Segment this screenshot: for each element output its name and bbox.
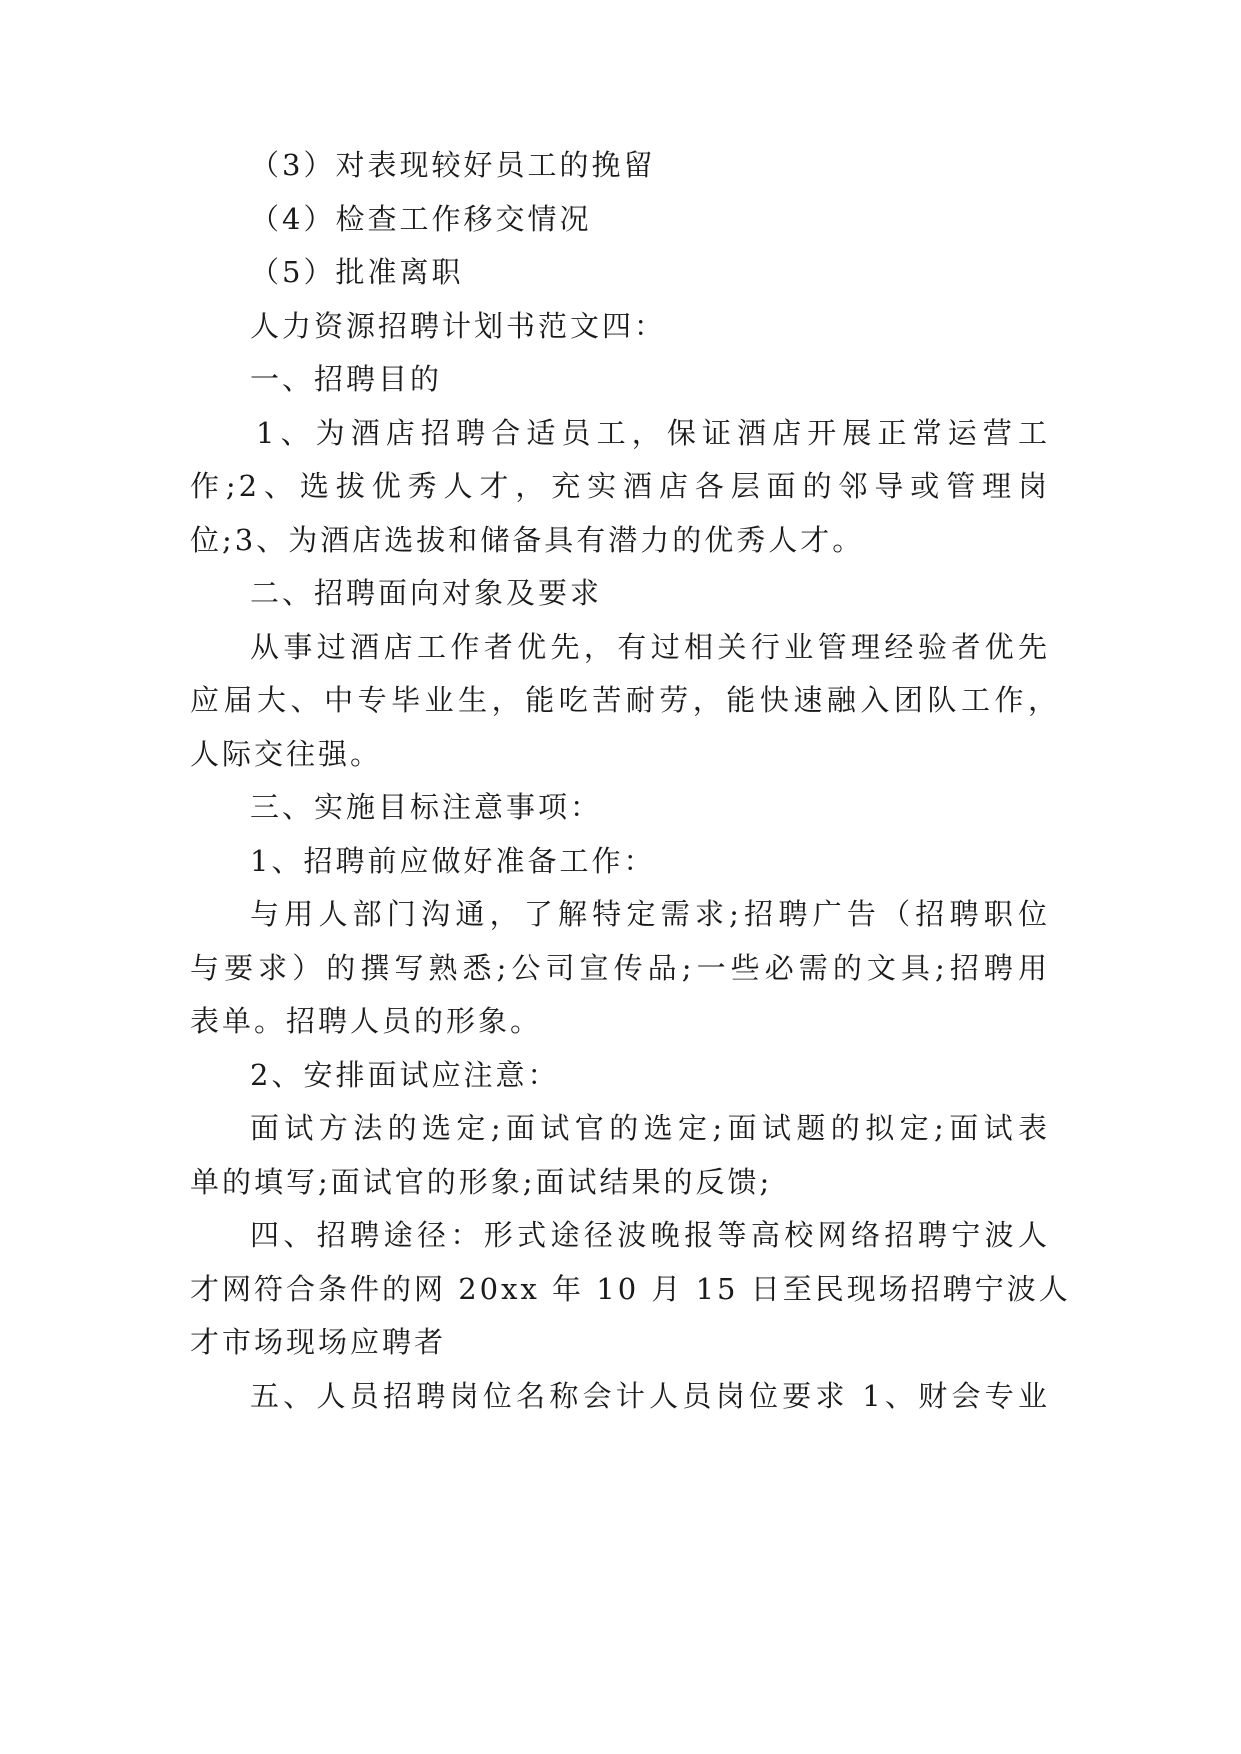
paragraph-line: 从事过酒店工作者优先，有过相关行业管理经验者优先: [250, 630, 1050, 664]
section-title: 人力资源招聘计划书范文四：: [250, 309, 667, 343]
subheading-interview: 2、安排面试应注意：: [250, 1058, 560, 1092]
paragraph-line: 单的填写;面试官的形象;面试结果的反馈;: [190, 1165, 773, 1199]
paragraph-line: 四、招聘途径：形式途径波晚报等高校网络招聘宁波人: [250, 1218, 1050, 1252]
paragraph-line: 与用人部门沟通，了解特定需求;招聘广告（招聘职位: [250, 897, 1050, 931]
paragraph-line: 才网符合条件的网 20xx 年 10 月 15 日至民现场招聘宁波人: [190, 1272, 1071, 1306]
paragraph-line: 人际交往强。: [190, 737, 383, 771]
list-item-5: （5）批准离职: [250, 255, 464, 289]
paragraph-line: 五、人员招聘岗位名称会计人员岗位要求 1、财会专业: [250, 1379, 1050, 1413]
paragraph-line: 位;3、为酒店选拔和储备具有潜力的优秀人才。: [190, 523, 865, 557]
subheading-preparation: 1、招聘前应做好准备工作：: [250, 844, 656, 878]
heading-purpose: 一、招聘目的: [250, 362, 443, 396]
heading-implementation: 三、实施目标注意事项：: [250, 790, 603, 824]
paragraph-line: 作;2、选拔优秀人才，充实酒店各层面的邻导或管理岗: [190, 469, 1050, 503]
list-item-4: （4）检查工作移交情况: [250, 202, 592, 236]
heading-target: 二、招聘面向对象及要求: [250, 576, 603, 610]
paragraph-line: 1、为酒店招聘合适员工，保证酒店开展正常运营工: [256, 416, 1050, 450]
paragraph-line: 表单。招聘人员的形象。: [190, 1004, 543, 1038]
paragraph-line: 应届大、中专毕业生，能吃苦耐劳，能快速融入团队工作，: [190, 683, 1060, 717]
paragraph-line: 才市场现场应聘者: [190, 1325, 447, 1359]
list-item-3: （3）对表现较好员工的挽留: [250, 148, 656, 182]
paragraph-line: 与要求）的撰写熟悉;公司宣传品;一些必需的文具;招聘用: [190, 951, 1050, 985]
paragraph-line: 面试方法的选定;面试官的选定;面试题的拟定;面试表: [250, 1111, 1050, 1145]
